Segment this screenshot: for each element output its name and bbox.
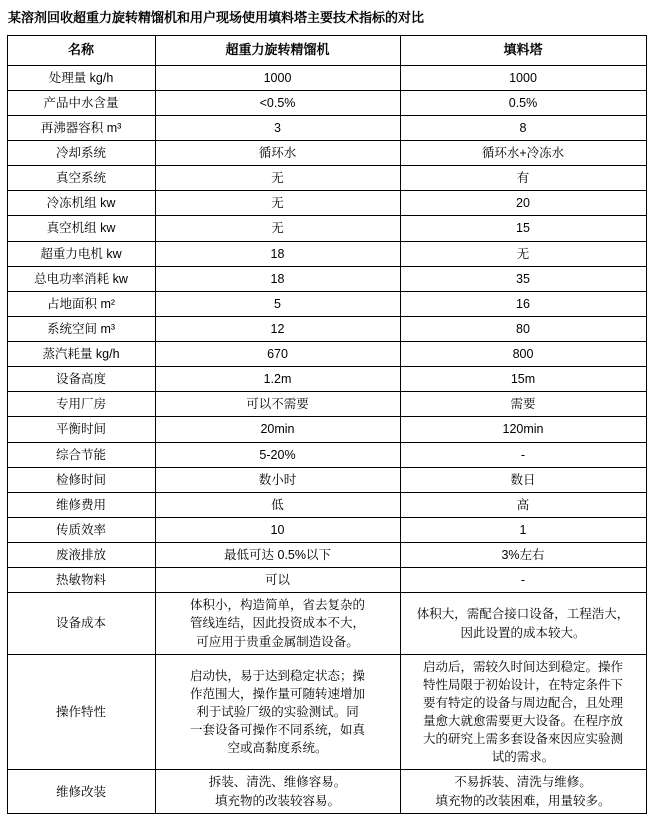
row-value-machine: 循环水 — [155, 141, 400, 166]
row-label: 设备高度 — [7, 367, 155, 392]
row-label: 传质效率 — [7, 517, 155, 542]
row-value-tower: - — [400, 442, 646, 467]
row-value-tower: 120min — [400, 417, 646, 442]
row-label: 综合节能 — [7, 442, 155, 467]
row-value-tower: 1000 — [400, 65, 646, 90]
row-label: 处理量 kg/h — [7, 65, 155, 90]
table-row — [7, 141, 646, 166]
row-value-tower: 35 — [400, 266, 646, 291]
row-value-machine: 无 — [155, 166, 400, 191]
row-value-machine: 670 — [155, 342, 400, 367]
text-line: 启动后，需较久时间达到稳定。操作 — [422, 659, 623, 674]
row-value-machine: 18 — [155, 266, 400, 291]
page-title: 某溶剂回收超重力旋转精馏机和用户现场使用填料塔主要技术指标的对比 — [8, 10, 425, 25]
row-value-machine: <0.5% — [155, 90, 400, 115]
text-line: 空或高黏度系统。 — [227, 741, 328, 756]
text-line: 填充物的改装较容易。 — [214, 793, 340, 808]
table-row — [7, 654, 646, 770]
row-value-machine: 20min — [155, 417, 400, 442]
text-line: 不易拆装、清洗与维修。 — [454, 775, 592, 790]
row-value-tower: 数日 — [400, 467, 646, 492]
table-row — [7, 115, 646, 140]
row-value-tower: 有 — [400, 166, 646, 191]
table-row — [7, 417, 646, 442]
table-row — [7, 291, 646, 316]
table-row — [7, 770, 646, 813]
row-label: 操作特性 — [7, 654, 155, 770]
table-row — [7, 342, 646, 367]
text-line: 启动快，易于达到稳定状态；操 — [189, 668, 365, 683]
row-label: 真空系统 — [7, 166, 155, 191]
table-header — [7, 35, 646, 65]
row-value-machine: 无 — [155, 216, 400, 241]
text-line: 管线连结，因此投资成本不大， — [189, 616, 365, 631]
row-label: 检修时间 — [7, 467, 155, 492]
row-value-machine: 12 — [155, 316, 400, 341]
row-label: 冷冻机组 kw — [7, 191, 155, 216]
row-value-tower: 3%左右 — [400, 543, 646, 568]
row-value-machine: 可以 — [155, 568, 400, 593]
row-value-tower: 8 — [400, 115, 646, 140]
table-row — [7, 492, 646, 517]
table-row — [7, 316, 646, 341]
row-value-tower — [400, 654, 646, 770]
comparison-table — [7, 35, 647, 814]
row-value-machine — [155, 593, 400, 654]
row-label: 冷却系统 — [7, 141, 155, 166]
row-value-tower: 1 — [400, 517, 646, 542]
row-value-machine: 1.2m — [155, 367, 400, 392]
row-value-machine: 1000 — [155, 65, 400, 90]
row-label: 维修费用 — [7, 492, 155, 517]
row-value-machine: 最低可达 0.5%以下 — [155, 543, 400, 568]
row-label: 占地面积 m² — [7, 291, 155, 316]
table-row — [7, 392, 646, 417]
text-line: 因此设置的成本较大。 — [460, 625, 586, 640]
row-label: 真空机组 kw — [7, 216, 155, 241]
row-value-machine — [155, 770, 400, 813]
text-line: 要有特定的设备与周边配合，且处理 — [422, 695, 623, 710]
text-line: 量愈大就愈需要更大设备。在程序放 — [422, 714, 623, 729]
row-value-tower: 无 — [400, 241, 646, 266]
table-header-row — [7, 35, 646, 65]
text-line: 体积大，需配合接口设备，工程浩大， — [416, 607, 630, 622]
row-label: 平衡时间 — [7, 417, 155, 442]
row-label: 蒸汽耗量 kg/h — [7, 342, 155, 367]
table-row — [7, 90, 646, 115]
row-value-tower: - — [400, 568, 646, 593]
text-line: 作范围大，操作量可随转速增加 — [189, 686, 365, 701]
row-value-tower: 20 — [400, 191, 646, 216]
row-value-machine: 18 — [155, 241, 400, 266]
table-row — [7, 166, 646, 191]
column-header-machine: 超重力旋转精馏机 — [155, 35, 400, 65]
row-value-tower: 80 — [400, 316, 646, 341]
table-row — [7, 442, 646, 467]
row-value-machine — [155, 654, 400, 770]
row-value-machine: 10 — [155, 517, 400, 542]
row-value-tower: 需要 — [400, 392, 646, 417]
text-line: 试的需求。 — [491, 750, 555, 765]
table-row — [7, 467, 646, 492]
table-row — [7, 216, 646, 241]
row-label: 超重力电机 kw — [7, 241, 155, 266]
row-value-tower: 15m — [400, 367, 646, 392]
table-row — [7, 543, 646, 568]
table-row — [7, 593, 646, 654]
text-line: 可应用于贵重金属制造设备。 — [196, 634, 359, 649]
text-line: 拆装、清洗、维修容易。 — [208, 775, 347, 790]
row-value-tower: 15 — [400, 216, 646, 241]
row-value-machine: 5 — [155, 291, 400, 316]
row-value-machine: 可以不需要 — [155, 392, 400, 417]
row-label: 再沸器容积 m³ — [7, 115, 155, 140]
row-value-tower: 16 — [400, 291, 646, 316]
table-row — [7, 191, 646, 216]
row-label: 产品中水含量 — [7, 90, 155, 115]
row-label: 总电功率消耗 kw — [7, 266, 155, 291]
row-label: 专用厂房 — [7, 392, 155, 417]
row-value-tower: 循环水+冷冻水 — [400, 141, 646, 166]
row-value-tower — [400, 770, 646, 813]
column-header-tower: 填料塔 — [400, 35, 646, 65]
row-value-tower: 0.5% — [400, 90, 646, 115]
text-line: 特性局限于初始设计，在特定条件下 — [422, 677, 623, 692]
row-label: 系统空间 m³ — [7, 316, 155, 341]
row-value-machine: 数小时 — [155, 467, 400, 492]
table-row — [7, 266, 646, 291]
row-value-tower: 800 — [400, 342, 646, 367]
table-row — [7, 367, 646, 392]
table-row — [7, 517, 646, 542]
text-line: 体积小，构造简单，省去复杂的 — [189, 598, 365, 613]
row-value-machine: 无 — [155, 191, 400, 216]
table-row — [7, 568, 646, 593]
table-body — [7, 65, 646, 813]
row-label: 维修改装 — [7, 770, 155, 813]
row-value-machine: 低 — [155, 492, 400, 517]
row-label: 设备成本 — [7, 593, 155, 654]
column-header-name: 名称 — [7, 35, 155, 65]
text-line: 大的研究上需多套设备來因应实验测 — [422, 732, 623, 747]
row-value-machine: 5-20% — [155, 442, 400, 467]
table-row — [7, 65, 646, 90]
text-line: 填充物的改装困难，用量较多。 — [435, 793, 611, 808]
text-line: 一套设备可操作不同系统，如真 — [189, 723, 365, 738]
row-value-machine: 3 — [155, 115, 400, 140]
row-value-tower — [400, 593, 646, 654]
table-row — [7, 241, 646, 266]
row-label: 废液排放 — [7, 543, 155, 568]
text-line: 利于试验厂级的实验测试。同 — [196, 705, 359, 720]
row-label: 热敏物料 — [7, 568, 155, 593]
row-value-tower: 高 — [400, 492, 646, 517]
